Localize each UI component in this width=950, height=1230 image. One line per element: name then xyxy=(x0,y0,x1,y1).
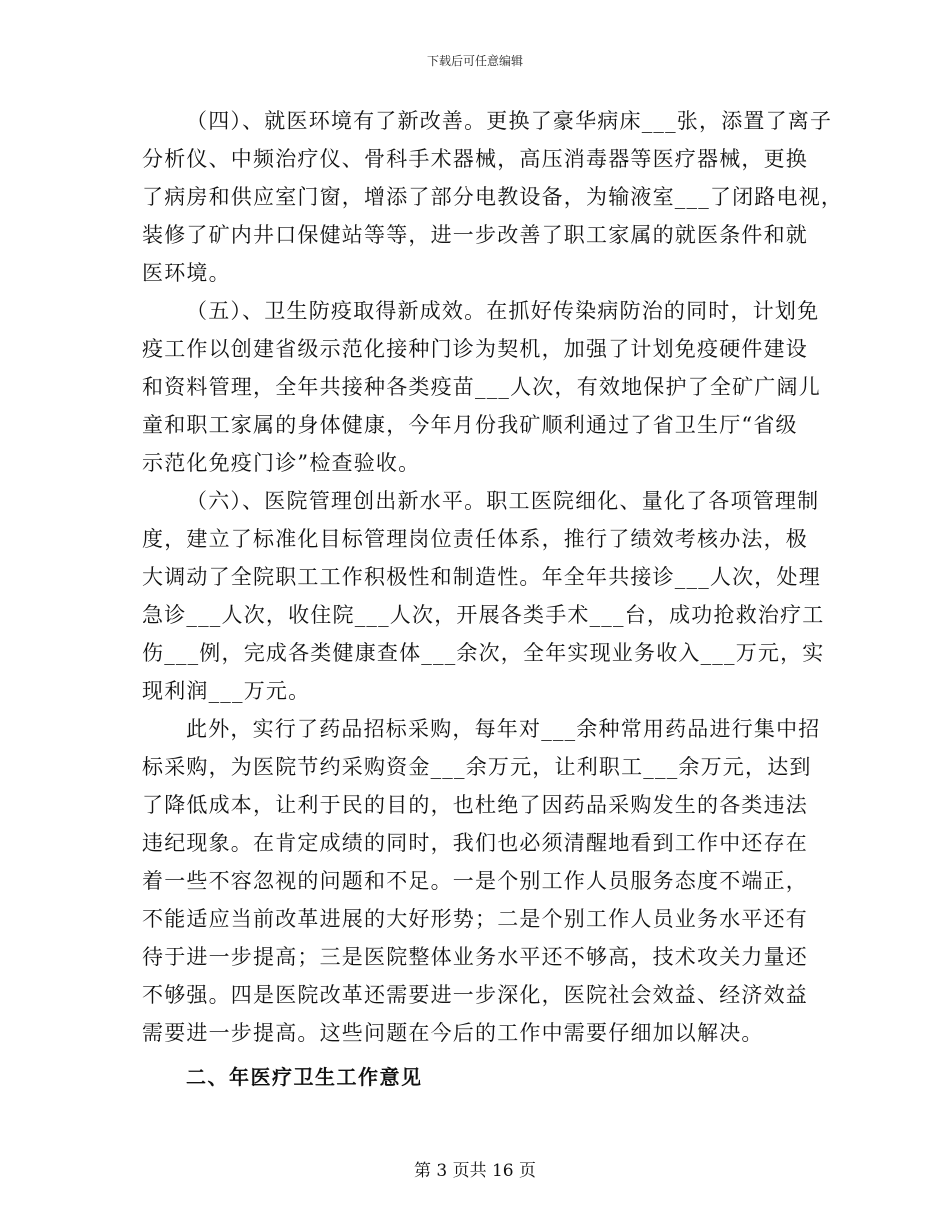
paragraph-line: 待于进一步提高；三是医院整体业务水平还不够高，技术攻关力量还 xyxy=(142,945,808,969)
paragraph-line: （四）、就医环境有了新改善。更换了豪华病床___张，添置了离子 xyxy=(186,109,833,133)
paragraph-line: 和资料管理，全年共接种各类疫苗___人次，有效地保护了全矿广阔儿 xyxy=(142,375,821,399)
section-heading: 二、年医疗卫生工作意见 xyxy=(186,1065,423,1089)
paragraph-line: （五）、卫生防疫取得新成效。在抓好传染病防治的同时，计划免 xyxy=(186,299,820,323)
paragraph-line: 需要进一步提高。这些问题在今后的工作中需要仔细加以解决。 xyxy=(142,1021,764,1045)
paragraph-line: 不够强。四是医院改革还需要进一步深化，医院社会效益、经济效益 xyxy=(142,983,808,1007)
page-header: 下载后可任意编辑 xyxy=(426,54,523,68)
paragraph-line: 大调动了全院职工工作积极性和制造性。年全年共接诊___人次，处理 xyxy=(142,565,821,589)
document-body xyxy=(142,102,844,1100)
paragraph-line: 标采购，为医院节约采购资金___余万元，让利职工___余万元，达到 xyxy=(142,755,812,779)
paragraph-line: 急诊___人次，收住院___人次，开展各类手术___台，成功抢救治疗工 xyxy=(142,603,825,627)
paragraph-line: 不能适应当前改革进展的大好形势；二是个别工作人员业务水平还有 xyxy=(142,907,808,931)
page-footer: 第 3 页共 16 页 xyxy=(413,1161,537,1181)
paragraph-line: 示范化免疫门诊”检查验收。 xyxy=(142,451,421,475)
paragraph-line: 违纪现象。在肯定成绩的同时，我们也必须清醒地看到工作中还存在 xyxy=(142,831,808,855)
paragraph-line: 了降低成本，让利于民的目的，也杜绝了因药品采购发生的各类违法 xyxy=(142,793,808,817)
paragraph-line: 分析仪、中频治疗仪、骨科手术器械，高压消毒器等医疗器械，更换 xyxy=(142,147,808,171)
paragraph-line: 了病房和供应室门窗，增添了部分电教设备，为输液室___了闭路电视， xyxy=(142,185,844,209)
paragraph-line: 伤___例，完成各类健康查体___余次，全年实现业务收入___万元，实 xyxy=(142,641,825,665)
paragraph-line: （六）、医院管理创出新水平。职工医院细化、量化了各项管理制 xyxy=(186,489,820,513)
paragraph-line: 现利润___万元。 xyxy=(142,679,311,703)
paragraph-line: 医环境。 xyxy=(142,261,231,285)
paragraph-line: 装修了矿内井口保健站等等，进一步改善了职工家属的就医条件和就 xyxy=(142,223,808,247)
paragraph-line: 童和职工家属的身体健康，今年月份我矿顺利通过了省卫生厅“省级 xyxy=(142,413,798,437)
paragraph-line: 此外，实行了药品招标采购，每年对___余种常用药品进行集中招 xyxy=(186,717,821,741)
paragraph-line: 疫工作以创建省级示范化接种门诊为契机，加强了计划免疫硬件建设 xyxy=(142,337,808,361)
paragraph-line: 着一些不容忽视的问题和不足。一是个别工作人员服务态度不端正， xyxy=(142,869,808,893)
paragraph-line: 度，建立了标准化目标管理岗位责任体系，推行了绩效考核办法，极 xyxy=(142,527,808,551)
